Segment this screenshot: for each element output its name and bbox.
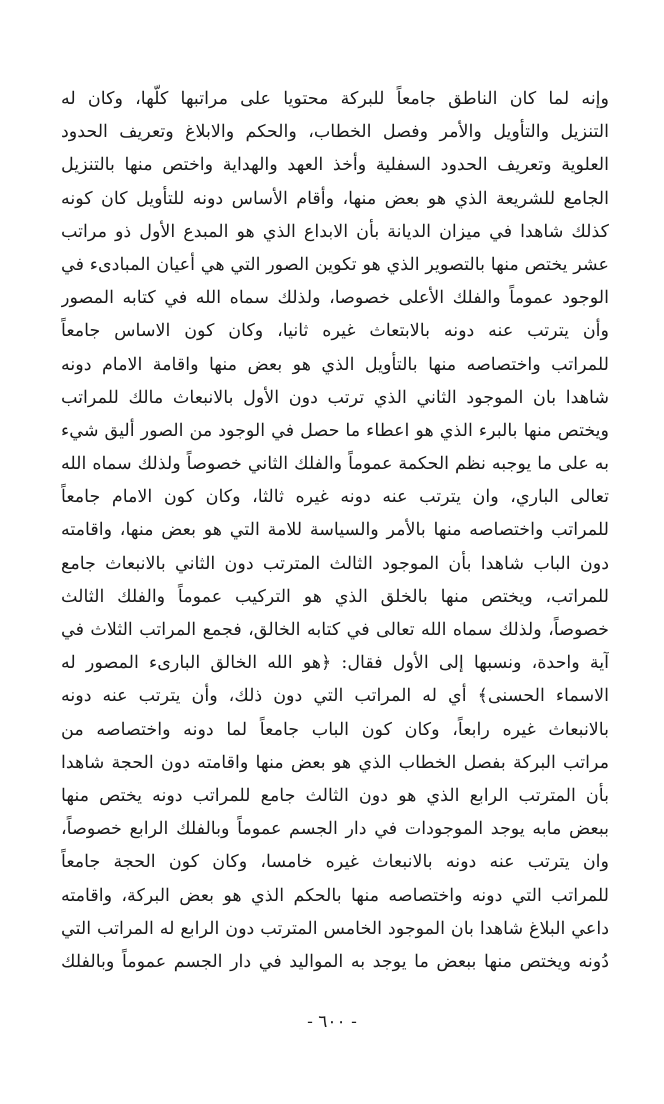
- text-line-11: ويختص منها بالبرء الذي هو اعطاء ما حصل في الوجود من الصور أليق شيء: [61, 420, 609, 441]
- text-line-22: بأن المترتب الرابع الذي هو دون الثالث جامع للمراتب دونه يختص منها: [61, 785, 609, 806]
- text-line-4: الجامع للشريعة الذي هو بعض منها، وأقام الأساس دونه للتأويل كان كونه: [61, 188, 609, 209]
- body-text: [61, 83, 609, 979]
- text-line-20: بالانبعاث غيره رابعاً، وكان كون الباب جامعاً لما دونه واختصاصه من: [61, 719, 609, 740]
- text-line-3: العلوية وتعريف الحدود السفلية وأخذ العهد والهداية واختص منها بالتنزيل: [61, 155, 609, 176]
- text-line-8: وأن يترتب عنه دونه بالابتعاث غيره ثانيا، وكان كون الاساس جامعاً: [61, 321, 609, 342]
- text-line-18: آية واحدة، ونسبها إلى الأول فقال: ﴿هو الله الخالق البارىء المصور له: [61, 653, 609, 674]
- text-line-26: داعي البلاغ شاهدا بان الموجود الخامس المترتب دون الرابع له المراتب التي: [61, 918, 609, 939]
- text-line-1: وإنه لما كان الناطق جامعاً للبركة محتويا على مراتبها كلّها، وكان له: [61, 89, 609, 109]
- text-line-16: للمراتب، ويختص منها بالخلق الذي هو التركيب عموماً والفلك الثالث: [61, 586, 609, 607]
- text-line-23: ببعض مابه يوجد الموجودات في دار الجسم عموماً وبالفلك الرابع خصوصاً،: [61, 819, 609, 840]
- text-line-6: عشر يختص منها بالتصوير الذي هو تكوين الصور التي هي أعيان المبادىء في: [61, 254, 609, 275]
- text-line-17: خصوصاً، ولذلك سماه الله تعالى في كتابه الخالق، فجمع المراتب الثلاث في: [61, 620, 609, 640]
- text-line-2: التنزيل والتأويل والأمر وفصل الخطاب، والحكم والابلاغ وتعريف الحدود: [61, 122, 609, 143]
- text-line-13: تعالى الباري، وان يترتب عنه دونه غيره ثالثا، وكان كون الامام جامعاً: [61, 487, 609, 508]
- text-line-27: دُونه ويختص منها ببعض ما يوجد به المواليد في دار الجسم عموماً وبالفلك: [61, 951, 609, 972]
- text-line-10: شاهدا بان الموجود الثاني الذي ترتب دون الأول بالانبعاث مالك للمراتب: [61, 387, 609, 408]
- text-line-24: وان يترتب عنه دونه بالانبعاث غيره خامسا، وكان كون الحجة جامعاً: [61, 852, 609, 873]
- text-line-9: للمراتب واختصاصه منها بالتأويل الذي هو بعض منها واقامة الامام دونه: [61, 354, 609, 375]
- text-line-5: كذلك شاهدا في ميزان الديانة بأن الابداع الذي هو المبدع الأول ذو مراتب: [61, 221, 609, 242]
- text-line-7: الوجود عموماً والفلك الأعلى خصوصا، ولذلك سماه الله في كتابه المصور: [61, 288, 609, 309]
- text-line-21: مراتب البركة بفصل الخطاب الذي هو بعض منها واقامته دون الحجة شاهدا: [61, 752, 609, 773]
- text-line-25: للمراتب التي دونه واختصاصه منها بالحكم الذي هو بعض البركة، واقامته: [61, 885, 609, 906]
- text-line-15: دون الباب شاهدا بأن الموجود الثالث المترتب دون الثاني بالانبعاث جامع: [61, 553, 609, 574]
- text-line-14: للمراتب واختصاصه منها بالأمر والسياسة للامة التي هو بعض منها، واقامته: [61, 520, 609, 541]
- text-line-12: به على ما يوجبه نظم الحكمة عموماً والفلك الثاني خصوصاً ولذلك سماه الله: [61, 454, 609, 475]
- text-line-19: الاسماء الحسنى﴾ أي له المراتب التي دون ذلك، وأن يترتب عنه دونه: [61, 686, 609, 707]
- page-number: - ٦٠٠ -: [307, 1012, 357, 1032]
